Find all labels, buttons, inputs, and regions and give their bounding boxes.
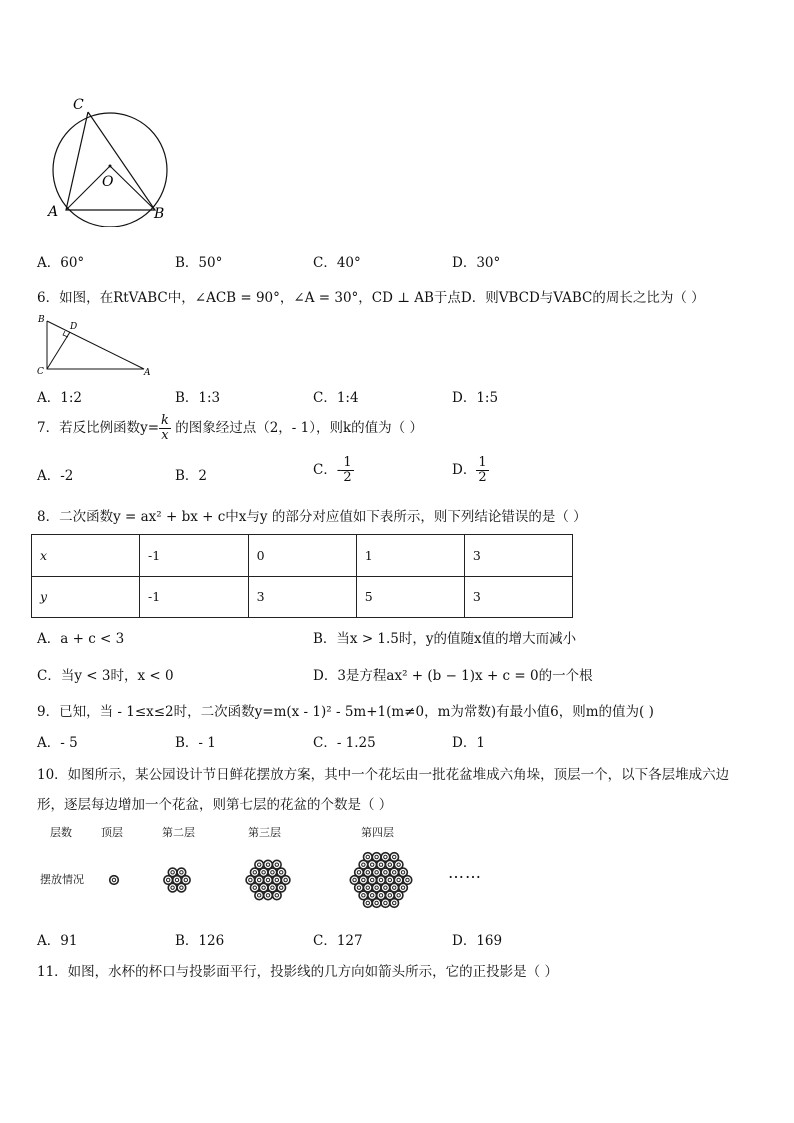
- table-cell: 3: [464, 535, 572, 577]
- q10-stem-line1: 10．如图所示，某公园设计节日鲜花摆放方案，其中一个花坛由一批花盆堆成六角垛，顶层一个，以下各层堆成六边: [37, 767, 730, 783]
- q9-stem: 9．已知，当 - 1≤x≤2时，二次函数y=m(x - 1)² - 5m+1(m≠0，m为常数)有最小值6，则m的值为( ): [37, 704, 654, 720]
- tri-label-c: C: [37, 367, 44, 377]
- table-row: [32, 576, 573, 618]
- q7-fraction: $\frac{k}{x}$: [161, 413, 169, 443]
- label-o: O: [102, 174, 114, 190]
- fig-header-third: 第三层: [248, 826, 281, 839]
- flower-pot: [264, 891, 273, 900]
- q5-option-d[interactable]: D．30°: [452, 255, 501, 271]
- flower-pot: [363, 899, 372, 908]
- table-cell: y: [32, 576, 140, 618]
- q9-option-c[interactable]: C．- 1.25: [313, 735, 376, 751]
- q5-option-c[interactable]: C．40°: [313, 255, 361, 271]
- q10-option-d[interactable]: D．169: [452, 933, 503, 949]
- q8-option-c[interactable]: C．当y < 3时，x < 0: [37, 668, 174, 684]
- q10-option-a[interactable]: A．91: [37, 933, 78, 949]
- q8-option-a[interactable]: A．a + c < 3: [37, 631, 125, 647]
- q9-option-d[interactable]: D．1: [452, 735, 485, 751]
- q11-stem: 11．如图，水杯的杯口与投影面平行，投影线的几方向如箭头所示，它的正投影是（ ）: [37, 964, 558, 980]
- label-b: B: [154, 206, 165, 222]
- q7-option-a[interactable]: A．-2: [37, 468, 74, 484]
- table-cell: -1: [140, 576, 249, 618]
- q5-option-b[interactable]: B．50°: [175, 255, 223, 271]
- tri-label-a: A: [144, 368, 151, 378]
- table-cell: -1: [140, 535, 249, 577]
- flower-pot: [381, 899, 390, 908]
- table-cell: x: [32, 535, 140, 577]
- q8-option-b[interactable]: B．当x > 1.5时，y的值随x值的增大而减小: [313, 631, 577, 647]
- q8-option-d[interactable]: D．3是方程ax² + (b − 1)x + c = 0的一个根: [313, 668, 593, 684]
- fig-header-layers: 层数: [50, 826, 72, 839]
- fig-header-second: 第二层: [162, 826, 195, 839]
- table-row: [32, 535, 573, 577]
- q6-stem: 6．如图，在RtVABC中，∠ACB = 90°，∠A = 30°，CD ⊥ AB于点D．则VBCD与VABC的周长之比为（ ）: [37, 290, 705, 306]
- flower-pot: [273, 891, 282, 900]
- right-triangle-figure: [34, 312, 154, 378]
- q7-option-b[interactable]: B．2: [175, 468, 208, 484]
- q10-stem-line2: 形，逐层每边增加一个花盆，则第七层的花盆的个数是（ ）: [37, 797, 393, 813]
- fig-header-top: 顶层: [101, 826, 123, 839]
- q10-option-b[interactable]: B．126: [175, 933, 225, 949]
- flower-pot: [372, 899, 381, 908]
- q8-stem: 8．二次函数y = ax² + bx + c中x与y 的部分对应值如下表所示，则下列结论错误的是（ ）: [37, 509, 587, 525]
- table-cell: 0: [248, 535, 356, 577]
- q5-option-a[interactable]: A．60°: [37, 255, 85, 271]
- table-cell: 3: [464, 576, 572, 618]
- flower-pot: [177, 883, 186, 892]
- table-cell: 5: [356, 576, 464, 618]
- flower-pot-figure: [0, 838, 440, 923]
- fig-row-label: 摆放情况: [40, 873, 84, 886]
- table-cell: 1: [356, 535, 464, 577]
- q7-option-d[interactable]: D． $\frac{1}{2}$: [452, 455, 487, 485]
- tri-label-b: B: [38, 315, 45, 325]
- fig-header-fourth: 第四层: [361, 826, 394, 839]
- flower-pot: [168, 883, 177, 892]
- q9-option-a[interactable]: A．- 5: [37, 735, 78, 751]
- flower-pot: [110, 876, 119, 885]
- q6-option-a[interactable]: A．1:2: [37, 390, 82, 406]
- q8-value-table: [31, 534, 573, 618]
- q7-stem: 7．若反比例函数y= $\frac{k}{x}$ 的图象经过点（2，- 1），则k的值为（ ）: [37, 413, 423, 443]
- q7-option-c[interactable]: C．- $\frac{1}{2}$: [313, 455, 352, 485]
- tri-label-d: D: [70, 322, 78, 332]
- q9-option-b[interactable]: B．- 1: [175, 735, 216, 751]
- label-c: C: [73, 97, 84, 113]
- table-cell: 3: [248, 576, 356, 618]
- flower-pot: [255, 891, 264, 900]
- fig-ellipsis: ……: [448, 863, 482, 882]
- flower-pot: [390, 899, 399, 908]
- circle-triangle-figure: [40, 92, 180, 227]
- q6-option-d[interactable]: D．1:5: [452, 390, 499, 406]
- label-a: A: [48, 204, 59, 220]
- q10-option-c[interactable]: C．127: [313, 933, 363, 949]
- q6-option-c[interactable]: C．1:4: [313, 390, 359, 406]
- q6-option-b[interactable]: B．1:3: [175, 390, 221, 406]
